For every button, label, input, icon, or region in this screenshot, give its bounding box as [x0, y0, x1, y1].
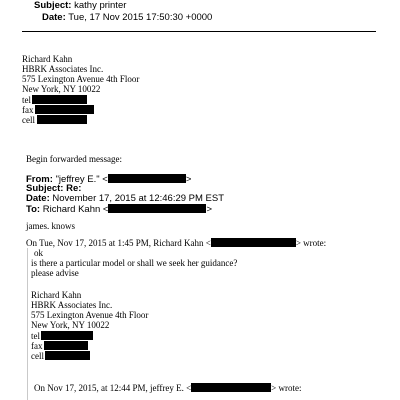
- date-value: Tue, 17 Nov 2015 17:50:30 +0000: [68, 12, 213, 23]
- redaction-block: [191, 383, 271, 392]
- quoted-line-question: is there a particular model or shall we seek her guidance?: [31, 258, 238, 268]
- attribution-start: On Tue, Nov 17, 2015 at 1:45 PM, Richard Kahn <: [26, 238, 211, 248]
- attribution-end: > wrote:: [271, 383, 302, 393]
- fwd-subject-label: Subject:: [26, 183, 64, 194]
- forwarded-to: [26, 204, 212, 215]
- email-date-line: [42, 13, 212, 23]
- redaction-block: [37, 115, 87, 124]
- quoted-signature-cell: [31, 351, 90, 361]
- to-end: >: [206, 204, 213, 215]
- from-end: >: [185, 174, 192, 185]
- quoted-line-advise: please advise: [31, 268, 79, 278]
- cell-label: cell: [22, 115, 35, 125]
- quoted-signature-company: HBRK Associates Inc.: [31, 300, 113, 310]
- quoted-attribution-2: [34, 383, 301, 393]
- forwarded-body: james. knows: [26, 221, 75, 231]
- quoted-line-ok: ok: [34, 248, 43, 258]
- date-label: Date:: [42, 12, 66, 23]
- redaction-block: [41, 331, 93, 340]
- from-label: From:: [26, 174, 53, 185]
- fax-label: fax: [22, 105, 34, 115]
- signature-fax: [22, 105, 94, 115]
- header-divider: [22, 31, 376, 32]
- quoted-signature-tel: [31, 331, 93, 341]
- signature-cell: [22, 115, 87, 125]
- tel-label: tel: [31, 331, 40, 341]
- attribution-end: > wrote:: [295, 238, 327, 248]
- subject-value: kathy printer: [74, 0, 127, 11]
- redaction-block: [44, 341, 88, 350]
- quoted-signature-address1: 575 Lexington Avenue 4th Floor: [31, 310, 149, 320]
- fwd-date-value: November 17, 2015 at 12:46:29 PM EST: [52, 193, 225, 204]
- subject-label: Subject:: [34, 0, 72, 11]
- redaction-block: [108, 204, 206, 213]
- signature-name: Richard Kahn: [22, 54, 73, 64]
- forwarded-intro: Begin forwarded message:: [26, 154, 122, 164]
- tel-label: tel: [22, 95, 31, 105]
- fwd-subject-value: Re:: [66, 183, 82, 194]
- redaction-block: [45, 351, 90, 360]
- fwd-date-label: Date:: [26, 193, 50, 204]
- redaction-block: [211, 238, 296, 247]
- signature-address2: New York, NY 10022: [22, 84, 101, 94]
- cell-label: cell: [31, 351, 44, 361]
- email-subject-line: [34, 1, 126, 11]
- quoted-attribution-1: [26, 238, 326, 248]
- forwarded-date: [26, 194, 224, 204]
- quoted-signature-address2: New York, NY 10022: [31, 320, 110, 330]
- to-value: Richard Kahn <: [42, 204, 109, 215]
- signature-company: HBRK Associates Inc.: [22, 64, 104, 74]
- quoted-signature-name: Richard Kahn: [31, 290, 82, 300]
- signature-address1: 575 Lexington Avenue 4th Floor: [22, 74, 140, 84]
- attribution-start: On Nov 17, 2015, at 12:44 PM, jeffrey E. <: [34, 383, 192, 393]
- to-label: To:: [26, 204, 41, 215]
- from-name: "jeffrey E." <: [55, 174, 108, 185]
- quote-bar: [27, 248, 28, 400]
- quoted-signature-fax: [31, 341, 88, 351]
- fax-label: fax: [31, 341, 43, 351]
- redaction-block: [32, 95, 87, 104]
- redaction-block: [35, 105, 94, 114]
- redaction-block: [108, 174, 186, 183]
- signature-tel: [22, 95, 87, 105]
